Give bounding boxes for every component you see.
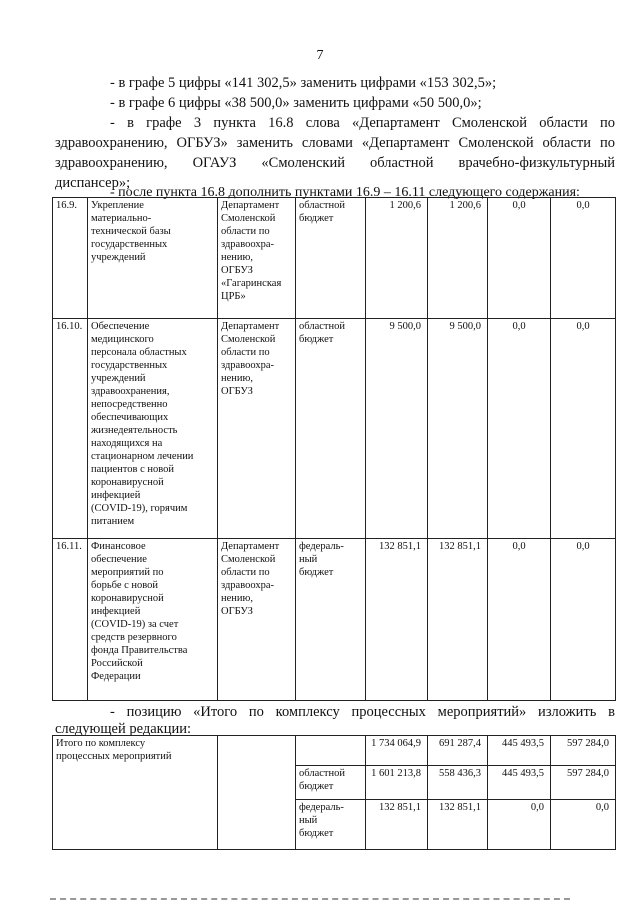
item-name-line: Финансовое [91, 541, 146, 552]
funding-source-line: бюджет [299, 781, 334, 792]
item-name-line: учреждений [91, 252, 146, 263]
funding-source-line: бюджет [299, 567, 334, 578]
funding-source [296, 319, 366, 539]
item-name-line: учреждений [91, 373, 146, 384]
totals-title-line: процессных мероприятий [56, 751, 172, 762]
table-row [53, 319, 616, 539]
amount-2021: 0,0 [488, 198, 551, 319]
item-executor-line: нению, [221, 373, 253, 384]
instruction-line-8: - позицию «Итого по комплексу процессных мероприятий» изложить в [110, 704, 615, 720]
funding-source [296, 800, 366, 850]
amount-2020: 132 851,1 [428, 539, 488, 701]
item-name-line: коронавирусной [91, 593, 164, 604]
item-executor-line: ОГБУЗ [221, 606, 253, 617]
item-name-line: питанием [91, 516, 135, 527]
bottom-scan-edge [50, 898, 570, 902]
funding-source-line: ный [299, 815, 318, 826]
item-executor-line: Департамент [221, 541, 280, 552]
total-amount: 1 601 213,8 [366, 766, 428, 800]
item-name-line: жизнедеятельность [91, 425, 178, 436]
amount-2022: 597 284,0 [551, 766, 616, 800]
totals-table [52, 735, 616, 850]
instruction-line-7: - после пункта 16.8 дополнить пунктами 16.9 – 16.11 следующего содержания: [110, 185, 580, 200]
item-name-line: средств резервного [91, 632, 177, 643]
table-row [53, 198, 616, 319]
item-name-line: Обеспечение [91, 321, 150, 332]
item-name-line: обеспечивающих [91, 412, 169, 423]
amount-2020: 9 500,0 [428, 319, 488, 539]
instruction-line-5: здравоохранению, ОГАУЗ «Смоленский областной врачебно-физкультурный [55, 155, 615, 171]
item-executor-line: здравоохра- [221, 239, 274, 250]
funding-source-line: бюджет [299, 828, 334, 839]
item-name-line: обеспечение [91, 554, 147, 565]
funding-source [296, 539, 366, 701]
total-amount: 132 851,1 [366, 539, 428, 701]
item-executor-line: Смоленской [221, 554, 276, 565]
total-amount: 132 851,1 [366, 800, 428, 850]
item-executor-line: нению, [221, 593, 253, 604]
amount-2021: 0,0 [488, 800, 551, 850]
instruction-line-6: диспансер»; [55, 175, 131, 191]
item-name-line: здравоохранения, [91, 386, 170, 397]
instruction-line-1: - в графе 5 цифры «141 302,5» заменить цифрами «153 302,5»; [110, 75, 497, 91]
item-name-line: Российской [91, 658, 143, 669]
amount-2022: 0,0 [551, 539, 616, 701]
item-name-line: материально- [91, 213, 152, 224]
item-executor-line: здравоохра- [221, 360, 274, 371]
item-number: 16.10. [53, 319, 88, 539]
item-executor-line: ОГБУЗ [221, 265, 253, 276]
item-executor-line: Смоленской [221, 213, 276, 224]
item-name-line: (COVID-19), горячим [91, 503, 188, 514]
item-name [88, 198, 218, 319]
item-name-line: стационарном лечении [91, 451, 194, 462]
item-name-line: мероприятий по [91, 567, 164, 578]
item-name-line: Федерации [91, 671, 141, 682]
item-executor [218, 539, 296, 701]
item-name-line: государственных [91, 239, 168, 250]
item-executor-line: здравоохра- [221, 580, 274, 591]
item-executor [218, 198, 296, 319]
item-name-line: Укрепление [91, 200, 144, 211]
item-number: 16.9. [53, 198, 88, 319]
funding-source [296, 736, 366, 766]
total-amount: 9 500,0 [366, 319, 428, 539]
item-executor [218, 319, 296, 539]
item-name-line: коронавирусной [91, 477, 164, 488]
funding-source-line: бюджет [299, 334, 334, 345]
funding-source-line: областной [299, 200, 345, 211]
amount-2022: 597 284,0 [551, 736, 616, 766]
item-name-line: инфекцией [91, 490, 141, 501]
item-executor-line: Департамент [221, 200, 280, 211]
item-number: 16.11. [53, 539, 88, 701]
funding-source-line: федераль- [299, 802, 344, 813]
instruction-line-3: - в графе 3 пункта 16.8 слова «Департамент Смоленской области по [110, 115, 615, 131]
item-name-line: находящихся на [91, 438, 163, 449]
table-row [53, 539, 616, 701]
amount-2020: 558 436,3 [428, 766, 488, 800]
item-name-line: борьбе с новой [91, 580, 159, 591]
items-table [52, 197, 616, 701]
item-executor-line: нению, [221, 252, 253, 263]
item-name-line: инфекцией [91, 606, 141, 617]
funding-source-line: бюджет [299, 213, 334, 224]
funding-source [296, 198, 366, 319]
amount-2022: 0,0 [551, 800, 616, 850]
amount-2020: 691 287,4 [428, 736, 488, 766]
item-name-line: персонала областных [91, 347, 187, 358]
item-name-line: государственных [91, 360, 168, 371]
totals-executor-empty [218, 736, 296, 850]
funding-source-line: федераль- [299, 541, 344, 552]
amount-2022: 0,0 [551, 198, 616, 319]
funding-source-line: областной [299, 768, 345, 779]
total-amount: 1 734 064,9 [366, 736, 428, 766]
amount-2021: 445 493,5 [488, 766, 551, 800]
item-name-line: непосредственно [91, 399, 168, 410]
instruction-line-2: - в графе 6 цифры «38 500,0» заменить цифрами «50 500,0»; [110, 95, 482, 111]
item-name-line: (COVID-19) за счет [91, 619, 179, 630]
amount-2021: 0,0 [488, 539, 551, 701]
item-executor-line: области по [221, 226, 270, 237]
amount-2021: 0,0 [488, 319, 551, 539]
item-executor-line: области по [221, 567, 270, 578]
amount-2021: 445 493,5 [488, 736, 551, 766]
item-executor-line: Смоленской [221, 334, 276, 345]
item-name-line: фонда Правительства [91, 645, 188, 656]
item-name [88, 319, 218, 539]
funding-source-line: ный [299, 554, 318, 565]
item-name-line: медицинского [91, 334, 154, 345]
instruction-line-9: следующей редакции: [55, 721, 192, 737]
item-executor-line: «Гагаринская [221, 278, 282, 289]
item-name-line: пациентов с новой [91, 464, 174, 475]
instruction-line-4: здравоохранению, ОГБУЗ» заменить словами «Департамент Смоленской области по [55, 135, 615, 151]
total-amount: 1 200,6 [366, 198, 428, 319]
item-executor-line: ЦРБ» [221, 291, 246, 302]
totals-title-line: Итого по комплексу [56, 738, 146, 749]
table-row [53, 736, 616, 766]
amount-2020: 1 200,6 [428, 198, 488, 319]
funding-source [296, 766, 366, 800]
item-name [88, 539, 218, 701]
item-name-line: технической базы [91, 226, 171, 237]
amount-2020: 132 851,1 [428, 800, 488, 850]
item-executor-line: Департамент [221, 321, 280, 332]
item-executor-line: ОГБУЗ [221, 386, 253, 397]
item-executor-line: области по [221, 347, 270, 358]
funding-source-line: областной [299, 321, 345, 332]
page-number: 7 [316, 48, 324, 63]
totals-title [53, 736, 218, 850]
amount-2022: 0,0 [551, 319, 616, 539]
